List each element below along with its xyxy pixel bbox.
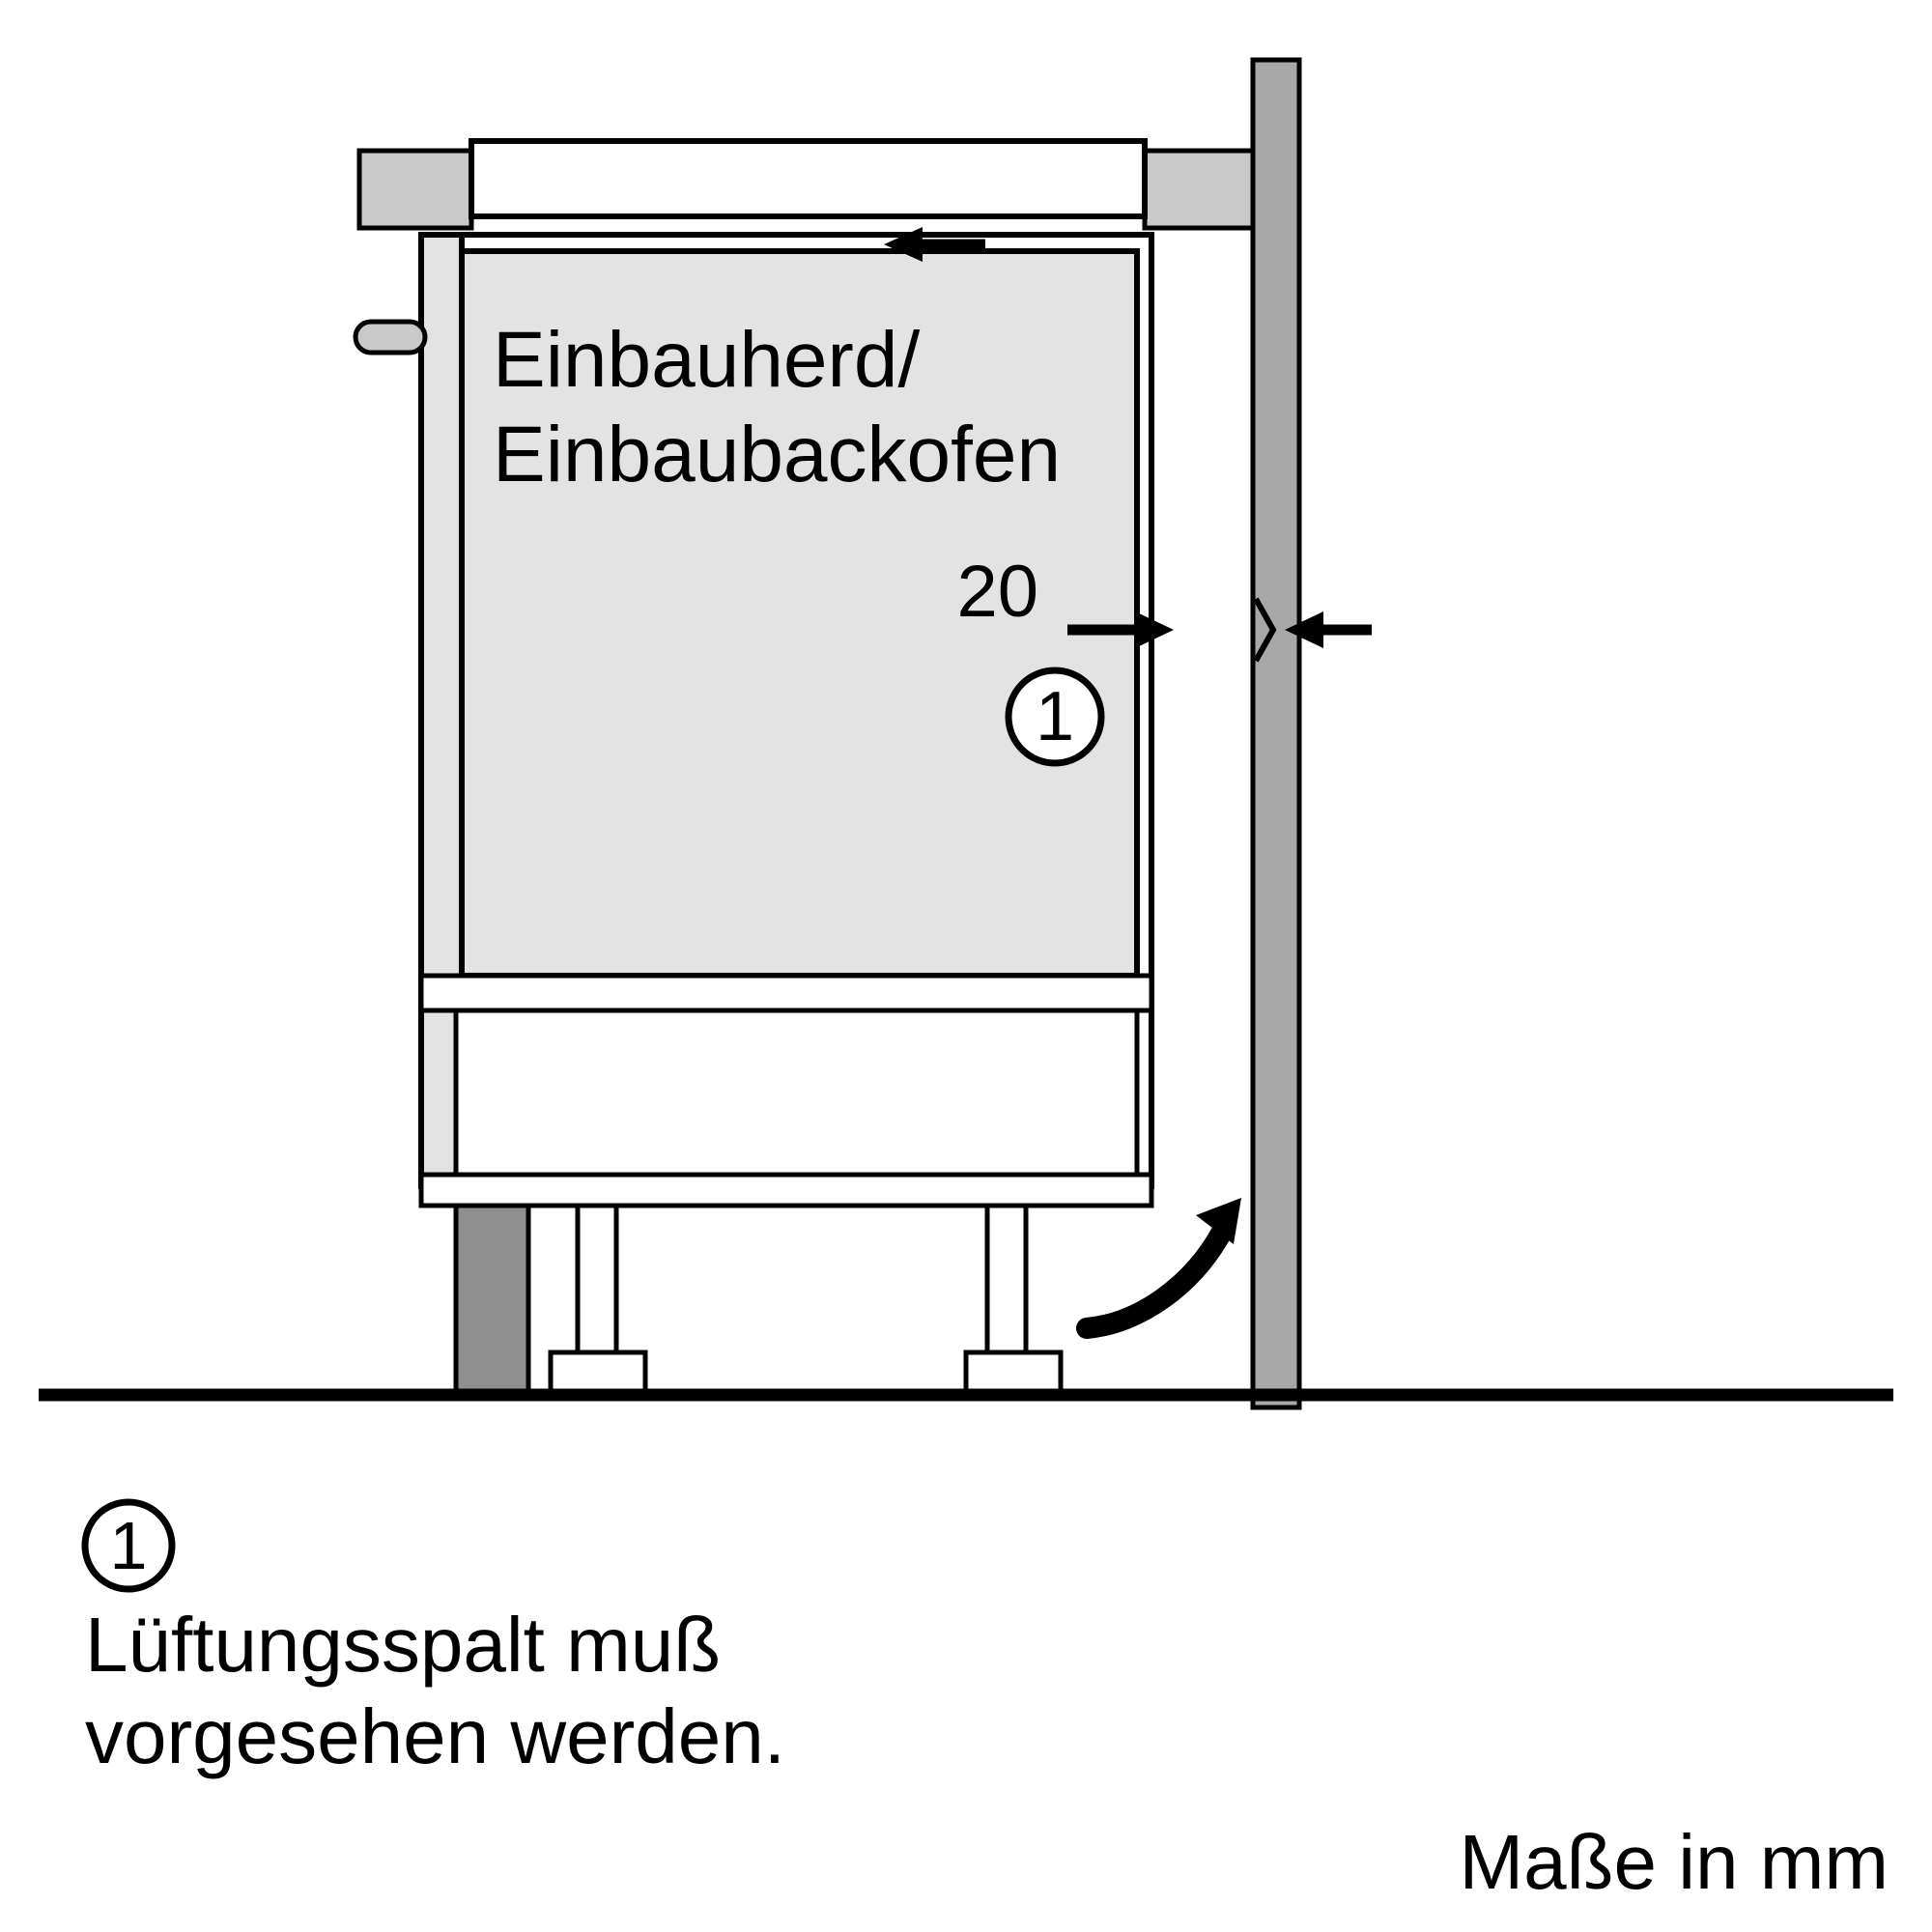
footnote-marker-number: 1 <box>109 1508 148 1583</box>
appliance-label-line-2: Einbaubackofen <box>493 411 1062 498</box>
footnote-marker <box>85 1502 172 1589</box>
worktop-left-cap <box>359 151 471 228</box>
units-note: Maße in mm <box>1459 1819 1889 1905</box>
support-leg-2 <box>987 1206 1026 1370</box>
oven-handle-stub <box>355 322 425 353</box>
oven-base-plate <box>421 1175 1151 1206</box>
callout-marker-diagram-number: 1 <box>1035 678 1075 755</box>
gap-dimension-value: 20 <box>956 551 1038 633</box>
callout-marker-diagram <box>1009 670 1101 763</box>
worktop-right-cap <box>1145 151 1253 228</box>
footnote-line-1: Lüftungsspalt muß <box>85 1602 722 1688</box>
worktop-slab <box>471 141 1145 216</box>
appliance-label-line-1: Einbauherd/ <box>493 316 921 404</box>
support-leg-1 <box>578 1206 616 1370</box>
oven-trim-band <box>421 976 1151 1010</box>
plinth-block <box>456 1206 528 1394</box>
footnote-line-2: vorgesehen werden. <box>85 1693 785 1779</box>
oven-lower-drawer <box>456 1010 1137 1175</box>
wall-panel <box>1253 60 1299 1407</box>
worktop-group <box>359 141 1253 228</box>
wall-group <box>1253 60 1299 1407</box>
